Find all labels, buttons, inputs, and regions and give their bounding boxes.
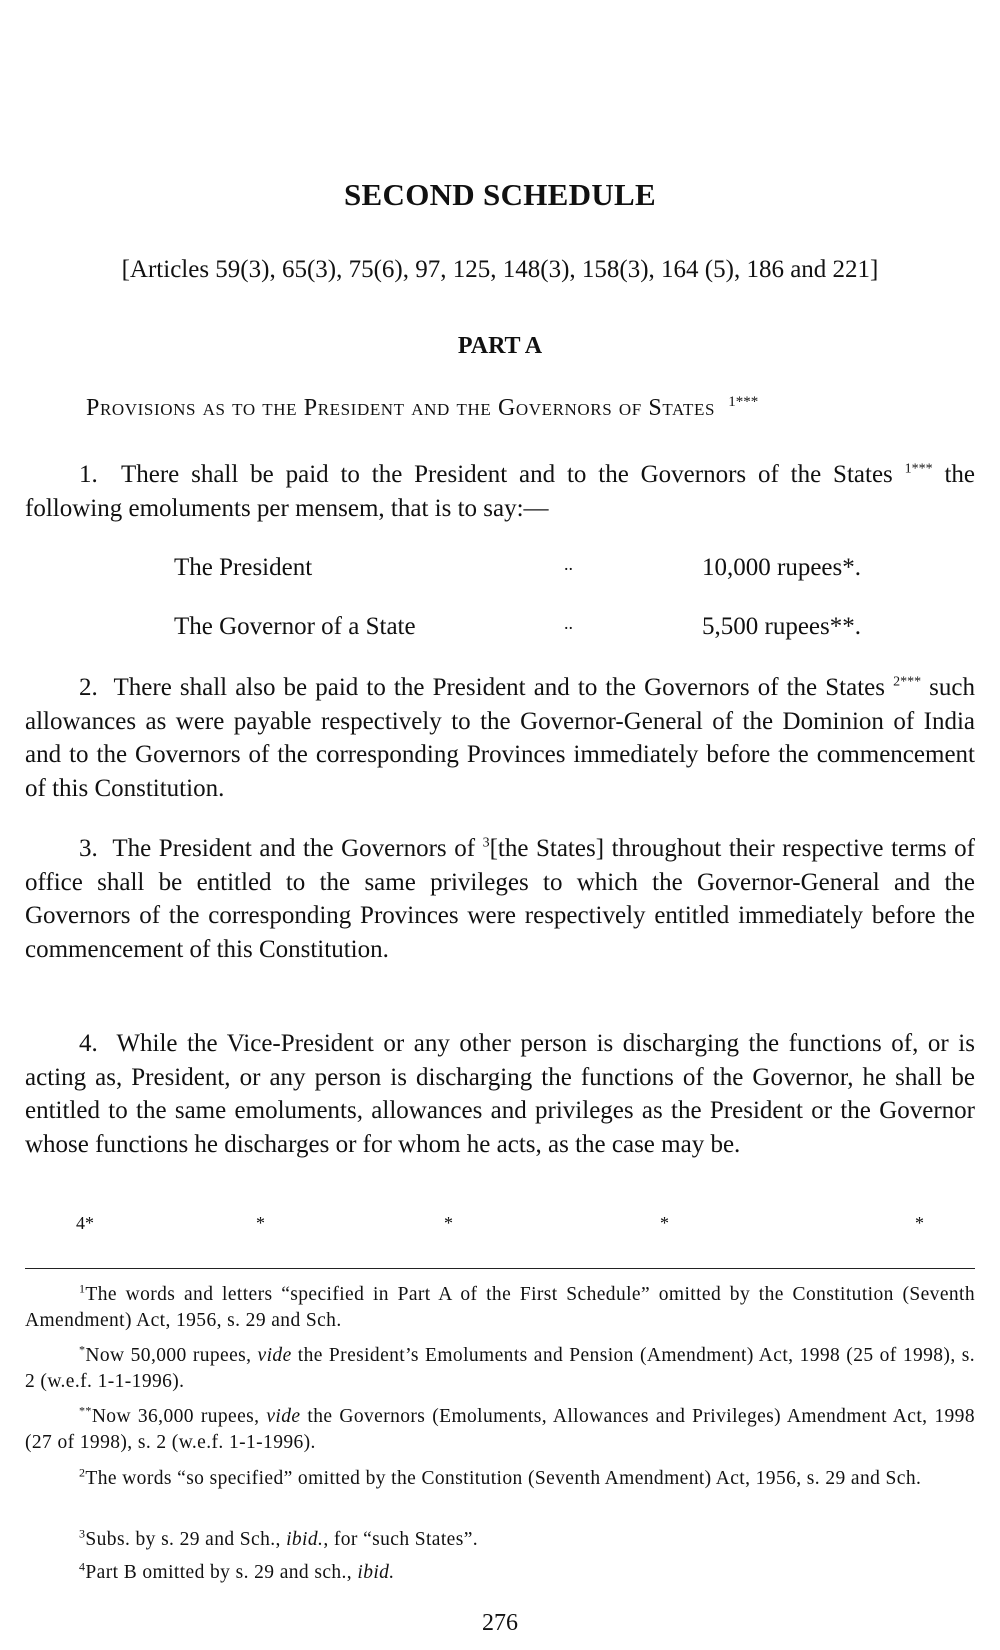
paragraph-text: There shall also be paid to the President and to the Governors of the States [113, 674, 894, 701]
paragraph-text: such allowances as were payable respectively to the Governor-General of the Dominion of India and to the Governors of the corresponding Provinces immediately before the commencement of this Constitution. [25, 674, 975, 802]
footnote-text: the President’s Emoluments and Pension (Amendment) Act, 1998 (25 of 1998), s. 2 (w.e.f. 1-1-1996). [25, 1345, 975, 1392]
footnote-mark: * [79, 1342, 86, 1357]
footnote-text: Subs. by s. 29 and Sch., [85, 1529, 287, 1550]
articles-reference: [Articles 59(3), 65(3), 75(6), 97, 125, 148(3), 158(3), 164 (5), 186 and 221] [121, 256, 879, 283]
emolument-dots: .. [564, 554, 573, 574]
emolument-dots: .. [564, 613, 573, 633]
footnote-star [25, 1343, 975, 1395]
footnote-ref: 3 [482, 835, 490, 851]
paragraph-number: 2. [79, 674, 98, 701]
footnote-italic: ibid. [357, 1562, 395, 1583]
footnote-italic: ibid. [286, 1529, 324, 1550]
footnote-text: Now 36,000 rupees, [91, 1406, 267, 1427]
paragraph-2 [25, 671, 975, 805]
footnote-ref: 2*** [893, 674, 922, 690]
footnote-4 [25, 1560, 975, 1586]
paragraph-text: While the Vice-President or any other person is discharging the functions of, or is acting as, President, or any person is discharging the functions of the Governor, he shall be entitled to the same emoluments, allowances and privileges as the President or the Governor whose functions he discharges or for whom he acts, as the case may be. [25, 1030, 975, 1158]
omission-star: * [256, 1213, 265, 1233]
footnote-mark: 2 [79, 1465, 86, 1480]
paragraph-number: 4. [79, 1030, 98, 1057]
emolument-amount: 10,000 rupees*. [702, 554, 861, 581]
footnote-text: the Governors (Emoluments, Allowances and Privileges) Amendment Act, 1998 (27 of 1998), s. 2 (w.e.f. 1-1-1996). [25, 1406, 975, 1453]
footnote-ref: 1*** [904, 461, 933, 477]
footnote-divider [25, 1268, 975, 1269]
footnote-text: The words and letters “specified in Part A of the First Schedule” omitted by the Constitution (Seventh Amendment) Act, 1956, s. 29 and Sch. [25, 1284, 975, 1331]
schedule-title: SECOND SCHEDULE [344, 177, 656, 212]
footnote-ref: 1*** [728, 394, 759, 410]
omission-star: 4* [76, 1213, 94, 1233]
footnote-mark: 3 [79, 1526, 86, 1541]
paragraph-1 [25, 458, 975, 525]
emolument-label: The Governor of a State [174, 613, 416, 640]
footnote-text: The words “so specified” omitted by the Constitution (Seventh Amendment) Act, 1956, s. 29 and Sch. [85, 1468, 922, 1489]
footnote-text: Part B omitted by s. 29 and sch., [85, 1562, 358, 1583]
footnote-italic: vide [257, 1345, 292, 1366]
paragraph-3 [25, 832, 975, 966]
footnote-italic: vide [266, 1406, 301, 1427]
footnote-text: , for “such States”. [323, 1529, 479, 1550]
part-subtitle-text: Provisions as to the President and the Governors of States [86, 395, 716, 421]
footnote-mark: 4 [79, 1559, 86, 1574]
footnote-double-star [25, 1404, 975, 1456]
paragraph-text: the following emoluments per mensem, that is to say:— [25, 461, 975, 522]
part-title: PART A [457, 333, 543, 359]
footnote-mark: 1 [79, 1281, 86, 1296]
emolument-amount: 5,500 rupees**. [702, 613, 861, 640]
part-subtitle [86, 395, 966, 422]
omission-star: * [660, 1213, 669, 1233]
page-number: 276 [482, 1610, 518, 1636]
paragraph-number: 3. [79, 835, 98, 862]
footnote-3 [25, 1527, 975, 1553]
footnote-2 [25, 1466, 975, 1492]
paragraph-number: 1. [79, 461, 98, 488]
paragraph-text: The President and the Governors of [112, 835, 483, 862]
paragraph-text: There shall be paid to the President and to the Governors of the States [120, 461, 905, 488]
emolument-label: The President [174, 554, 313, 581]
footnote-text: Now 50,000 rupees, [85, 1345, 258, 1366]
omission-star: * [444, 1213, 453, 1233]
paragraph-text: [the States] throughout their respective terms of office shall be entitled to the same privileges to which the Governor-General and the Governors of the corresponding Provinces were respectively entitled immediately before the commencement of this Constitution. [25, 835, 975, 963]
omission-star: * [915, 1213, 924, 1233]
footnote-1 [25, 1282, 975, 1334]
paragraph-4 [25, 1027, 975, 1161]
footnote-mark: ** [79, 1403, 92, 1418]
